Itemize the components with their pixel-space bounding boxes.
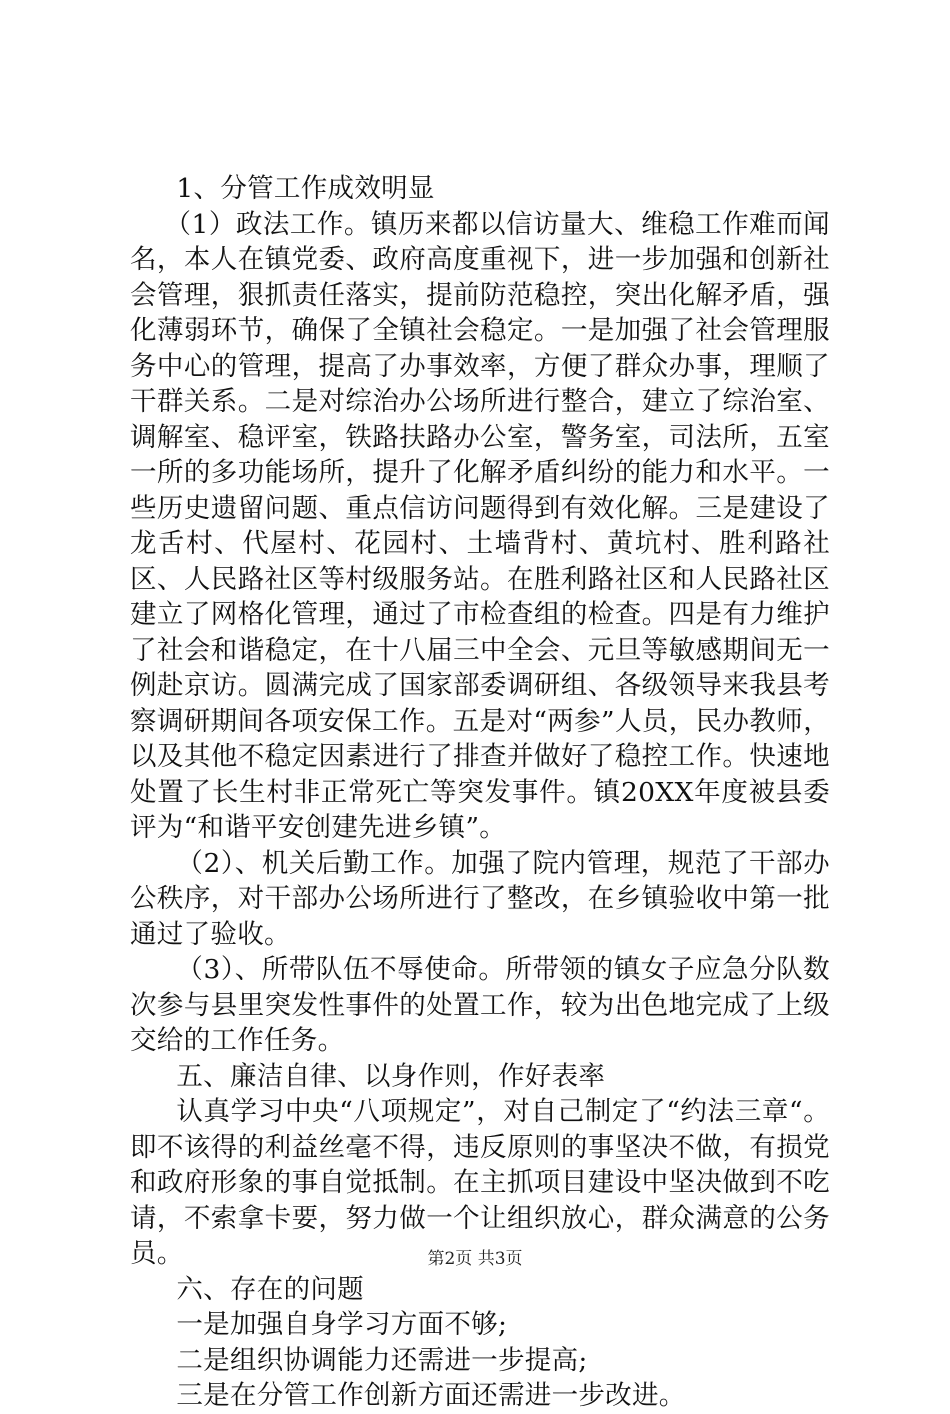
paragraph-political-legal-work: （1）政法工作。镇历来都以信访量大、维稳工作难而闻名，本人在镇党委、政府高度重视下，进一步加强和创新社会管理，狠抓责任落实，提前防范稳控，突出化解矛盾，强化薄弱环节，确保了全镇社会稳定。一是加强了社会管理服务中心的管理，提高了办事效率，方便了群众办事，理顺了干群关系。二是对综治办公场所进行整合，建立了综治室、调解室、稳评室，铁路扶路办公室，警务室，司法所，五室一所的多功能场所，提升了化解矛盾纠纷的能力和水平。一些历史遗留问题、重点信访问题得到有效化解。三是建设了龙舌村、代屋村、花园村、土墙背村、黄坑村、胜利路社区、人民路社区等村级服务站。在胜利路社区和人民路社区建立了网格化管理，通过了市检查组的检查。四是有力维护了社会和谐稳定，在十八届三中全会、元旦等敏感期间无一例赴京访。圆满完成了国家部委调研组、各级领导来我县考察调研期间各项安保工作。五是对“两参”人员，民办教师，以及其他不稳定因素进行了排查并做好了稳控工作。快速地处置了长生村非正常死亡等突发事件。镇20XX年度被县委评为“和谐平安创建先进乡镇”。 (130, 208, 830, 843)
section-heading-integrity: 五、廉洁自律、以身作则，作好表率 (176, 1060, 606, 1092)
paragraph-logistics-work: （2）、机关后勤工作。加强了院内管理，规范了干部办公秩序，对干部办公场所进行了整改，在乡镇验收中第一批通过了验收。 (130, 847, 830, 950)
section-heading-achievements: 1、分管工作成效明显 (176, 173, 435, 204)
page-number-footer: 第2页 共3页 (427, 1249, 523, 1269)
paragraph-integrity: 认真学习中央“八项规定”，对自己制定了“约法三章“。即不该得的利益丝毫不得，违反原则的事坚决不做，有损党和政府形象的事自觉抵制。在主抓项目建设中坚决做到不吃请，不索拿卡要，努力做一个让组织放心，群众满意的公务员。 (130, 1096, 830, 1269)
problem-item: 一是加强自身学习方面不够; (176, 1309, 508, 1340)
problem-item: 三是在分管工作创新方面还需进一步改进。 (176, 1380, 686, 1411)
paragraph-team-mission: （3）、所带队伍不辱使命。所带领的镇女子应急分队数次参与县里突发性事件的处置工作，较为出色地完成了上级交给的工作任务。 (130, 954, 830, 1056)
document-body (130, 171, 830, 1414)
problem-item: 二是组织协调能力还需进一步提高; (176, 1344, 588, 1376)
section-heading-problems: 六、存在的问题 (176, 1273, 364, 1305)
